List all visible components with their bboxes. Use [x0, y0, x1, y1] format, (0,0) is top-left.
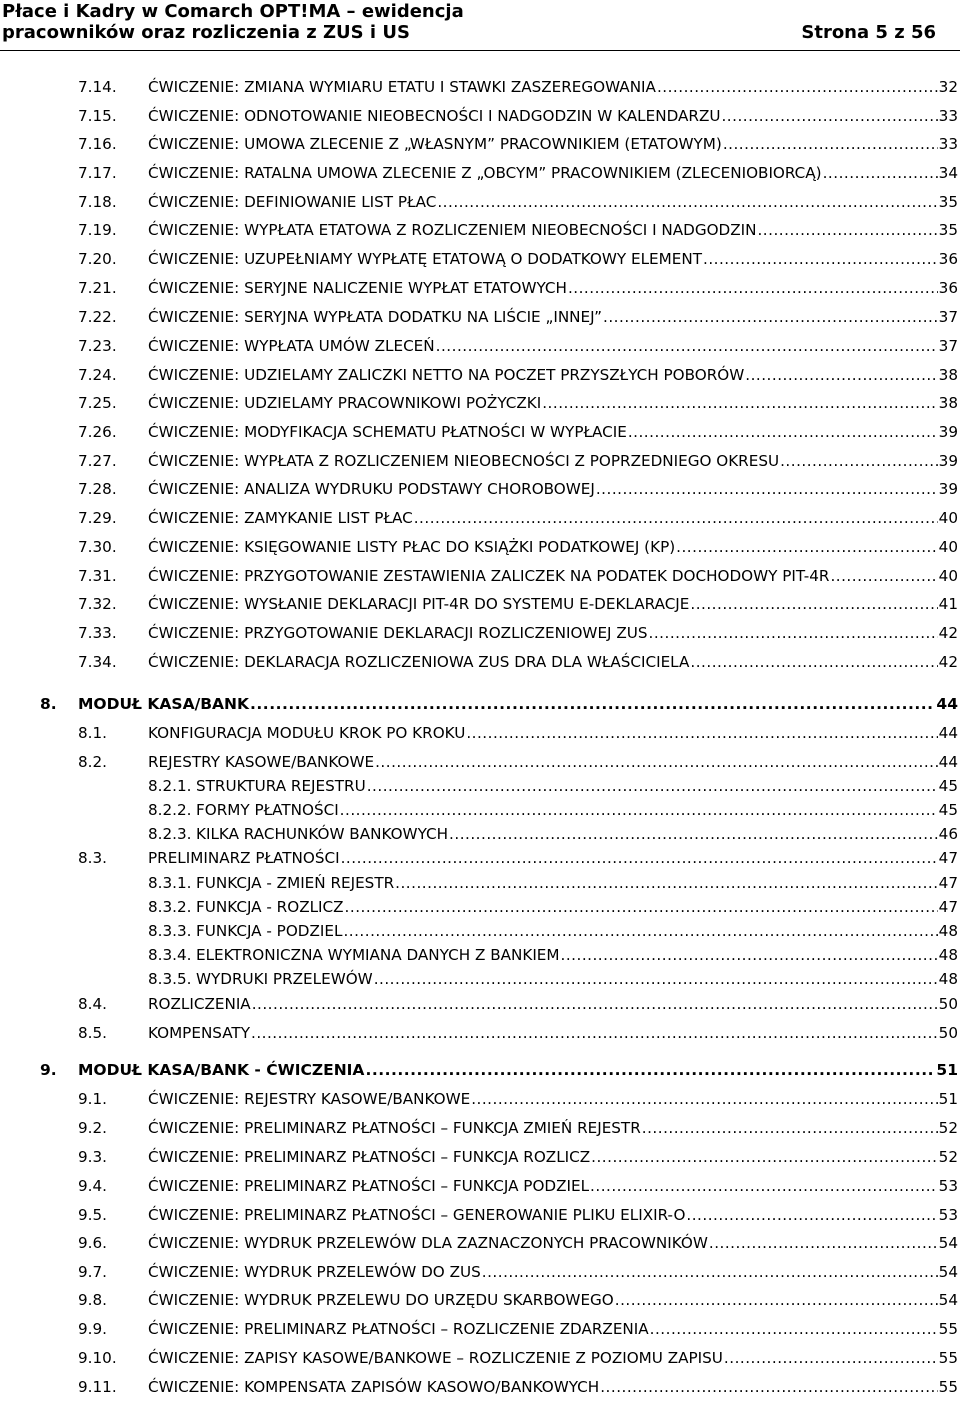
toc-entry[interactable]: [78, 592, 958, 616]
toc-entry-number: 8.1.: [78, 724, 107, 742]
toc-entry-number: 7.25.: [78, 394, 117, 412]
toc-entry[interactable]: [148, 943, 958, 967]
toc-entry-title: ĆWICZENIE: UDZIELAMY PRACOWNIKOWI POŻYCZKI: [148, 394, 542, 412]
toc-entry-page: 37: [938, 337, 958, 355]
toc-entry[interactable]: [78, 650, 958, 674]
toc-entry[interactable]: [78, 161, 958, 185]
toc-entry-page: 54: [938, 1234, 958, 1252]
toc-entry-title: ĆWICZENIE: UZUPEŁNIAMY WYPŁATĘ ETATOWĄ O DODATKOWY ELEMENT: [148, 250, 702, 268]
toc-dot-leader: [823, 161, 938, 185]
toc-dot-leader: [436, 334, 938, 358]
toc-dot-leader: [690, 650, 937, 674]
toc-dot-leader: [721, 104, 937, 128]
toc-entry-title: ĆWICZENIE: WYPŁATA ETATOWA Z ROZLICZENIEM NIEOBECNOŚCI I NADGODZIN: [148, 221, 757, 239]
toc-entry-number: 8.: [40, 695, 57, 713]
toc-entry-page: 39: [938, 423, 958, 441]
toc-entry-number: 7.32.: [78, 595, 117, 613]
toc-dot-leader: [709, 1231, 938, 1255]
toc-entry-title: FUNKCJA - PODZIEL: [196, 922, 343, 940]
toc-entry[interactable]: [78, 1375, 958, 1399]
toc-entry-page: 39: [938, 452, 958, 470]
toc-entry-number: 7.28.: [78, 480, 117, 498]
toc-entry-title: MODUŁ KASA/BANK - ĆWICZENIA: [78, 1061, 365, 1079]
toc-entry-title: PRELIMINARZ PŁATNOŚCI: [148, 849, 340, 867]
toc-entry-page: 54: [938, 1291, 958, 1309]
toc-entry-page: 32: [938, 78, 958, 96]
toc-entry-title: ĆWICZENIE: KOMPENSATA ZAPISÓW KASOWO/BANKOWYCH: [148, 1378, 600, 1396]
toc-dot-leader: [649, 621, 938, 645]
toc-entry[interactable]: [148, 822, 958, 846]
toc-entry[interactable]: [148, 774, 958, 798]
toc-dot-leader: [628, 420, 938, 444]
toc-entry-title: ĆWICZENIE: DEFINIOWANIE LIST PŁAC: [148, 193, 437, 211]
toc-entry-number: 9.11.: [78, 1378, 117, 1396]
header-title-line1: Płace i Kadry w Comarch OPT!MA – ewidencja: [2, 1, 464, 22]
toc-entry-number: 8.2.1.: [148, 777, 192, 795]
toc-entry-title: REJESTRY KASOWE/BANKOWE: [148, 753, 375, 771]
toc-dot-leader: [340, 798, 938, 822]
toc-dot-leader: [603, 305, 938, 329]
toc-dot-leader: [686, 1203, 937, 1227]
toc-dot-leader: [600, 1375, 937, 1399]
toc-entry-page: 53: [938, 1177, 958, 1195]
toc-dot-leader: [591, 1145, 938, 1169]
toc-entry[interactable]: [78, 75, 958, 99]
toc-entry-page: 36: [938, 279, 958, 297]
toc-entry-page: 35: [938, 193, 958, 211]
toc-entry-number: 7.18.: [78, 193, 117, 211]
toc-entry-title: ĆWICZENIE: ZMIANA WYMIARU ETATU I STAWKI ZASZEREGOWANIA: [148, 78, 656, 96]
toc-dot-leader: [642, 1116, 938, 1140]
toc-dot-leader: [251, 1021, 938, 1045]
toc-entry[interactable]: [78, 305, 958, 329]
toc-dot-leader: [365, 1058, 935, 1082]
toc-entry[interactable]: [78, 477, 958, 501]
toc-entry[interactable]: [40, 692, 958, 716]
toc-entry-number: 7.31.: [78, 567, 117, 585]
toc-entry-page: 37: [938, 308, 958, 326]
toc-entry-number: 9.9.: [78, 1320, 107, 1338]
toc-entry-title: STRUKTURA REJESTRU: [196, 777, 366, 795]
toc-entry-number: 7.24.: [78, 366, 117, 384]
toc-dot-leader: [437, 190, 937, 214]
toc-dot-leader: [650, 1317, 938, 1341]
toc-entry-number: 9.10.: [78, 1349, 117, 1367]
toc-entry-title: ĆWICZENIE: SERYJNE NALICZENIE WYPŁAT ETATOWYCH: [148, 279, 567, 297]
toc-entry-number: 7.27.: [78, 452, 117, 470]
toc-entry[interactable]: [78, 846, 958, 870]
toc-entry-page: 45: [938, 777, 958, 795]
toc-entry-title: MODUŁ KASA/BANK: [78, 695, 250, 713]
toc-entry-number: 8.2.2.: [148, 801, 192, 819]
toc-entry-number: 9.6.: [78, 1234, 107, 1252]
toc-entry-page: 55: [938, 1378, 958, 1396]
toc-entry[interactable]: [78, 247, 958, 271]
toc-entry-title: ELEKTRONICZNA WYMIANA DANYCH Z BANKIEM: [196, 946, 560, 964]
toc-entry[interactable]: [40, 1058, 958, 1082]
toc-entry-page: 42: [938, 624, 958, 642]
toc-entry[interactable]: [78, 1231, 958, 1255]
toc-entry[interactable]: [78, 1203, 958, 1227]
toc-entry-page: 47: [938, 849, 958, 867]
toc-entry-page: 41: [938, 595, 958, 613]
toc-entry[interactable]: [78, 1317, 958, 1341]
toc-entry[interactable]: [78, 535, 958, 559]
toc-entry-title: ĆWICZENIE: WYDRUK PRZELEWÓW DO ZUS: [148, 1263, 481, 1281]
toc-dot-leader: [561, 943, 938, 967]
toc-entry[interactable]: [78, 218, 958, 242]
toc-entry-title: ĆWICZENIE: PRELIMINARZ PŁATNOŚCI – FUNKCJA PODZIEL: [148, 1177, 590, 1195]
toc-entry-title: ĆWICZENIE: UMOWA ZLECENIE Z „WŁASNYM” PRACOWNIKIEM (ETATOWYM): [148, 135, 722, 153]
toc-dot-leader: [343, 919, 937, 943]
page-number: Strona 5 z 56: [801, 22, 936, 43]
toc-dot-leader: [780, 449, 938, 473]
toc-entry-title: ĆWICZENIE: WYSŁANIE DEKLARACJI PIT-4R DO SYSTEMU E-DEKLARACJE: [148, 595, 690, 613]
toc-entry-page: 52: [938, 1119, 958, 1137]
toc-entry-title: ĆWICZENIE: SERYJNA WYPŁATA DODATKU NA LIŚCIE „INNEJ”: [148, 308, 603, 326]
toc-entry-title: ĆWICZENIE: PRZYGOTOWANIE ZESTAWIENIA ZALICZEK NA PODATEK DOCHODOWY PIT-4R: [148, 567, 830, 585]
toc-entry-number: 8.3.2.: [148, 898, 192, 916]
toc-entry-number: 9.2.: [78, 1119, 107, 1137]
toc-entry-title: ĆWICZENIE: WYDRUK PRZELEWÓW DLA ZAZNACZONYCH PRACOWNIKÓW: [148, 1234, 708, 1252]
toc-entry-number: 9.7.: [78, 1263, 107, 1281]
toc-entry[interactable]: [78, 1174, 958, 1198]
toc-entry[interactable]: [78, 750, 958, 774]
toc-entry-title: ĆWICZENIE: KSIĘGOWANIE LISTY PŁAC DO KSIĄŻKI PODATKOWEJ (KP): [148, 538, 676, 556]
toc-entry-number: 9.8.: [78, 1291, 107, 1309]
toc-dot-leader: [830, 564, 937, 588]
toc-entry[interactable]: [78, 721, 958, 745]
toc-entry[interactable]: [148, 919, 958, 943]
toc-entry-title: ĆWICZENIE: ZAMYKANIE LIST PŁAC: [148, 509, 413, 527]
toc-entry[interactable]: [148, 871, 958, 895]
toc-entry-title: FUNKCJA - ZMIEŃ REJESTR: [196, 874, 395, 892]
toc-entry-number: 9.1.: [78, 1090, 107, 1108]
toc-entry-number: 7.15.: [78, 107, 117, 125]
toc-dot-leader: [690, 592, 937, 616]
toc-entry-number: 7.29.: [78, 509, 117, 527]
toc-entry-page: 52: [938, 1148, 958, 1166]
toc-entry-page: 51: [936, 1061, 958, 1079]
toc-entry[interactable]: [78, 1346, 958, 1370]
toc-entry-number: 9.3.: [78, 1148, 107, 1166]
toc-entry-page: 50: [938, 1024, 958, 1042]
toc-entry-title: KOMPENSATY: [148, 1024, 250, 1042]
toc-dot-leader: [482, 1260, 938, 1284]
toc-entry[interactable]: [78, 1145, 958, 1169]
toc-entry-title: ROZLICZENIA: [148, 995, 251, 1013]
toc-entry[interactable]: [78, 1021, 958, 1045]
toc-entry-number: 7.16.: [78, 135, 117, 153]
toc-entry-page: 48: [938, 946, 958, 964]
toc-entry-page: 44: [938, 753, 958, 771]
toc-entry-number: 7.33.: [78, 624, 117, 642]
toc-dot-leader: [375, 750, 938, 774]
toc-entry-number: 8.2.3.: [148, 825, 192, 843]
toc-entry-number: 8.3.: [78, 849, 107, 867]
toc-entry-page: 33: [938, 135, 958, 153]
toc-entry[interactable]: [78, 363, 958, 387]
toc-entry-page: 39: [938, 480, 958, 498]
toc-entry-number: 8.3.5.: [148, 970, 192, 988]
toc-entry-title: ĆWICZENIE: UDZIELAMY ZALICZKI NETTO NA POCZET PRZYSZŁYCH POBORÓW: [148, 366, 745, 384]
toc-entry-number: 8.3.1.: [148, 874, 192, 892]
toc-entry-title: ĆWICZENIE: DEKLARACJA ROZLICZENIOWA ZUS DRA DLA WŁAŚCICIELA: [148, 653, 690, 671]
toc-entry-number: 7.22.: [78, 308, 117, 326]
toc-entry-page: 51: [938, 1090, 958, 1108]
toc-entry-page: 40: [938, 538, 958, 556]
toc-dot-leader: [596, 477, 938, 501]
toc-entry-title: KILKA RACHUNKÓW BANKOWYCH: [196, 825, 449, 843]
toc-dot-leader: [568, 276, 938, 300]
toc-entry[interactable]: [78, 420, 958, 444]
toc-entry-page: 38: [938, 366, 958, 384]
toc-entry[interactable]: [78, 132, 958, 156]
toc-entry[interactable]: [78, 1260, 958, 1284]
toc-entry-page: 40: [938, 567, 958, 585]
toc-entry[interactable]: [148, 895, 958, 919]
toc-entry-title: FORMY PŁATNOŚCI: [196, 801, 339, 819]
toc-entry-number: 9.4.: [78, 1177, 107, 1195]
toc-dot-leader: [745, 363, 937, 387]
toc-entry-number: 7.21.: [78, 279, 117, 297]
toc-entry[interactable]: [78, 391, 958, 415]
toc-entry-title: ĆWICZENIE: ANALIZA WYDRUKU PODSTAWY CHOROBOWEJ: [148, 480, 595, 498]
toc-entry-number: 7.17.: [78, 164, 117, 182]
toc-entry[interactable]: [78, 992, 958, 1016]
toc-entry-title: FUNKCJA - ROZLICZ: [196, 898, 344, 916]
toc-entry-number: 7.19.: [78, 221, 117, 239]
toc-entry-number: 8.5.: [78, 1024, 107, 1042]
toc-entry-page: 47: [938, 874, 958, 892]
toc-dot-leader: [252, 992, 938, 1016]
toc-dot-leader: [590, 1174, 938, 1198]
toc-dot-leader: [367, 774, 938, 798]
toc-entry[interactable]: [78, 1116, 958, 1140]
toc-entry-page: 48: [938, 970, 958, 988]
toc-entry-number: 7.26.: [78, 423, 117, 441]
toc-entry-number: 7.14.: [78, 78, 117, 96]
toc-entry-page: 38: [938, 394, 958, 412]
toc-entry-title: ĆWICZENIE: WYPŁATA Z ROZLICZENIEM NIEOBECNOŚCI Z POPRZEDNIEGO OKRESU: [148, 452, 780, 470]
toc-entry-page: 35: [938, 221, 958, 239]
toc-dot-leader: [757, 218, 937, 242]
toc-dot-leader: [703, 247, 938, 271]
toc-dot-leader: [676, 535, 938, 559]
toc-entry-number: 7.20.: [78, 250, 117, 268]
toc-entry-title: ĆWICZENIE: PRELIMINARZ PŁATNOŚCI – GENEROWANIE PLIKU ELIXIR-O: [148, 1206, 686, 1224]
toc-entry-page: 34: [938, 164, 958, 182]
toc-dot-leader: [542, 391, 937, 415]
toc-entry-page: 47: [938, 898, 958, 916]
toc-entry-page: 42: [938, 653, 958, 671]
toc-entry-page: 55: [938, 1349, 958, 1367]
toc-entry-page: 44: [938, 724, 958, 742]
toc-dot-leader: [250, 692, 935, 716]
toc-dot-leader: [395, 871, 938, 895]
toc-entry-number: 9.: [40, 1061, 57, 1079]
toc-entry[interactable]: [78, 449, 958, 473]
toc-entry[interactable]: [78, 104, 958, 128]
toc-dot-leader: [615, 1288, 938, 1312]
toc-entry-number: 9.5.: [78, 1206, 107, 1224]
toc-entry-title: ĆWICZENIE: WYDRUK PRZELEWU DO URZĘDU SKARBOWEGO: [148, 1291, 614, 1309]
toc-entry-page: 48: [938, 922, 958, 940]
toc-entry-number: 8.3.4.: [148, 946, 192, 964]
toc-entry-title: WYDRUKI PRZELEWÓW: [196, 970, 373, 988]
toc-entry[interactable]: [78, 1288, 958, 1312]
toc-dot-leader: [374, 967, 938, 991]
toc-entry[interactable]: [78, 190, 958, 214]
toc-entry-number: 7.34.: [78, 653, 117, 671]
toc-dot-leader: [341, 846, 938, 870]
toc-entry-page: 55: [938, 1320, 958, 1338]
toc-entry[interactable]: [78, 334, 958, 358]
toc-entry[interactable]: [78, 1087, 958, 1111]
toc-dot-leader: [657, 75, 938, 99]
toc-entry[interactable]: [148, 967, 958, 991]
toc-entry-number: 8.3.3.: [148, 922, 192, 940]
toc-entry-title: ĆWICZENIE: PRELIMINARZ PŁATNOŚCI – ROZLICZENIE ZDARZENIA: [148, 1320, 649, 1338]
toc-dot-leader: [724, 1346, 938, 1370]
toc-entry-title: ĆWICZENIE: REJESTRY KASOWE/BANKOWE: [148, 1090, 471, 1108]
toc-entry-page: 44: [936, 695, 958, 713]
toc-dot-leader: [466, 721, 937, 745]
toc-entry-number: 7.23.: [78, 337, 117, 355]
toc-dot-leader: [414, 506, 938, 530]
toc-entry-title: ĆWICZENIE: PRELIMINARZ PŁATNOŚCI – FUNKCJA ROZLICZ: [148, 1148, 591, 1166]
toc-entry-title: ĆWICZENIE: WYPŁATA UMÓW ZLECEŃ: [148, 337, 435, 355]
toc-entry-title: ĆWICZENIE: ODNOTOWANIE NIEOBECNOŚCI I NADGODZIN W KALENDARZU: [148, 107, 721, 125]
toc-entry[interactable]: [78, 564, 958, 588]
toc-entry-page: 33: [938, 107, 958, 125]
toc-entry[interactable]: [78, 621, 958, 645]
page-header: [0, 0, 960, 51]
toc-dot-leader: [471, 1087, 937, 1111]
toc-dot-leader: [345, 895, 938, 919]
toc-entry-page: 46: [938, 825, 958, 843]
toc-entry-number: 7.30.: [78, 538, 117, 556]
toc-entry-title: ĆWICZENIE: ZAPISY KASOWE/BANKOWE – ROZLICZENIE Z POZIOMU ZAPISU: [148, 1349, 723, 1367]
toc-entry-title: KONFIGURACJA MODUŁU KROK PO KROKU: [148, 724, 466, 742]
toc-entry[interactable]: [78, 506, 958, 530]
toc-entry-title: ĆWICZENIE: PRELIMINARZ PŁATNOŚCI – FUNKCJA ZMIEŃ REJESTR: [148, 1119, 641, 1137]
toc-entry-page: 40: [938, 509, 958, 527]
toc-entry-title: ĆWICZENIE: PRZYGOTOWANIE DEKLARACJI ROZLICZENIOWEJ ZUS: [148, 624, 648, 642]
toc-entry-page: 36: [938, 250, 958, 268]
toc-dot-leader: [723, 132, 938, 156]
toc-entry[interactable]: [78, 276, 958, 300]
toc-entry-page: 54: [938, 1263, 958, 1281]
toc-entry-page: 53: [938, 1206, 958, 1224]
toc-entry-title: ĆWICZENIE: MODYFIKACJA SCHEMATU PŁATNOŚCI W WYPŁACIE: [148, 423, 627, 441]
toc-entry-number: 8.4.: [78, 995, 107, 1013]
toc-entry-page: 45: [938, 801, 958, 819]
toc-dot-leader: [449, 822, 938, 846]
toc-entry-page: 50: [938, 995, 958, 1013]
toc-entry-title: ĆWICZENIE: RATALNA UMOWA ZLECENIE Z „OBCYM” PRACOWNIKIEM (ZLECENIOBIORCĄ): [148, 164, 822, 182]
header-title-line2: pracowników oraz rozliczenia z ZUS i US: [2, 22, 410, 43]
toc-entry-number: 8.2.: [78, 753, 107, 771]
toc-entry[interactable]: [148, 798, 958, 822]
